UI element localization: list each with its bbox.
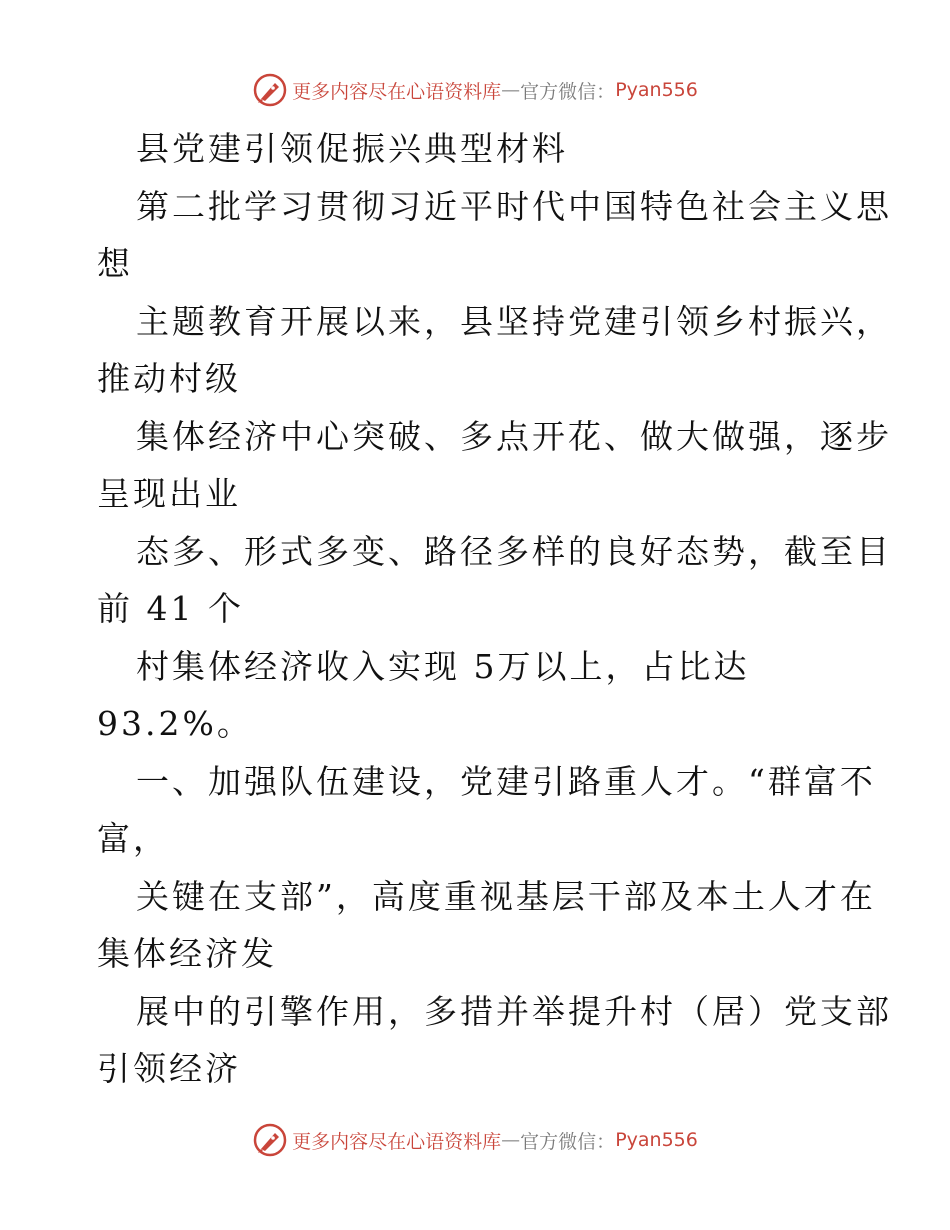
paragraph-line: 集体经济中心突破、多点开花、做大做强，逐步 — [136, 416, 892, 456]
header-watermark-banner — [0, 70, 950, 110]
banner-separator: — — [501, 79, 521, 101]
banner-wechat-id: Pyan556 — [615, 1129, 698, 1151]
footer-watermark-banner — [0, 1120, 950, 1160]
paragraph-line: 关键在支部”，高度重视基层干部及本土人才在 — [136, 876, 876, 916]
paragraph-line: 93.2%。 — [97, 704, 253, 743]
paragraph-line: 呈现出业 — [97, 474, 241, 513]
paragraph-line: 想 — [97, 244, 133, 283]
document-title: 县党建引领促振兴典型材料 — [136, 129, 568, 168]
paragraph-line: 推动村级 — [97, 359, 241, 398]
paragraph-line: 展中的引擎作用，多措并举提升村（居）党支部 — [136, 991, 892, 1031]
banner-wechat-id: Pyan556 — [615, 79, 698, 101]
pen-nib-logo-icon — [252, 1122, 288, 1158]
paragraph-line: 村集体经济收入实现 5万以上，占比达 — [136, 646, 750, 686]
paragraph-line: 主题教育开展以来，县坚持党建引领乡村振兴， — [136, 301, 892, 341]
banner-wechat-label: 官方微信： — [520, 80, 616, 103]
paragraph-line: 引领经济 — [97, 1049, 241, 1088]
paragraph-line: 集体经济发 — [97, 934, 277, 973]
pen-nib-logo-icon — [252, 72, 288, 108]
paragraph-line: 态多、形式多变、路径多样的良好态势，截至目 — [136, 531, 892, 571]
banner-wechat-label: 官方微信： — [520, 1130, 616, 1153]
document-body — [97, 120, 892, 1098]
banner-separator: — — [501, 1129, 521, 1151]
section-heading-line: 一、加强队伍建设，党建引路重人才。“群富不 — [136, 761, 876, 801]
banner-text: 更多内容尽在心语资料库 — [292, 1130, 502, 1153]
paragraph-line: 富， — [97, 819, 169, 858]
paragraph-line: 第二批学习贯彻习近平时代中国特色社会主义思 — [136, 186, 892, 226]
paragraph-line: 前 41 个 — [97, 589, 244, 628]
banner-text: 更多内容尽在心语资料库 — [292, 80, 502, 103]
